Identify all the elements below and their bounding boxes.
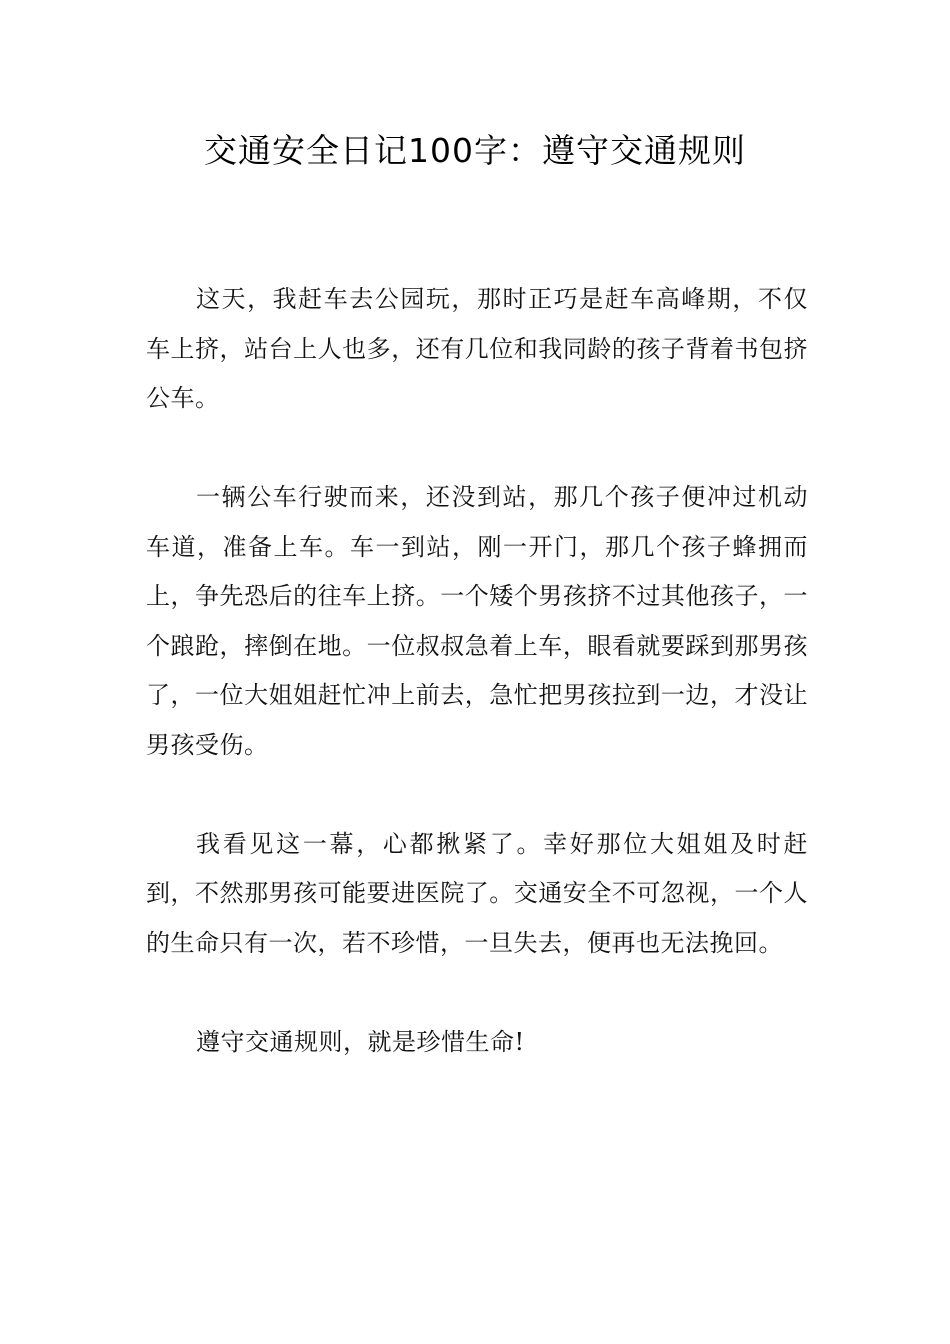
document-title: 交通安全日记100字：遵守交通规则 xyxy=(204,131,746,170)
paragraph-3: 我看见这一幕，心都揪紧了。幸好那位大姐姐及时赶到，不然那男孩可能要进医院了。交通安全不可忽视，一个人的生命只有一次，若不珍惜，一旦失去，便再也无法挽回。 xyxy=(146,829,808,957)
document-body xyxy=(146,275,808,1117)
paragraph-2: 一辆公车行驶而来，还没到站，那几个孩子便冲过机动车道，准备上车。车一到站，刚一开门，那几个孩子蜂拥而上，争先恐后的往车上挤。一个矮个男孩挤不过其他孩子，一个踉跄，摔倒在地。一位叔叔急着上车，眼看就要踩到那男孩了，一位大姐姐赶忙冲上前去，急忙把男孩拉到一边，才没让男孩受伤。 xyxy=(146,483,808,759)
paragraph-1: 这天，我赶车去公园玩，那时正巧是赶车高峰期，不仅车上挤，站台上人也多，还有几位和我同龄的孩子背着书包挤公车。 xyxy=(146,285,808,412)
paragraph-4: 遵守交通规则，就是珍惜生命! xyxy=(196,1027,525,1056)
